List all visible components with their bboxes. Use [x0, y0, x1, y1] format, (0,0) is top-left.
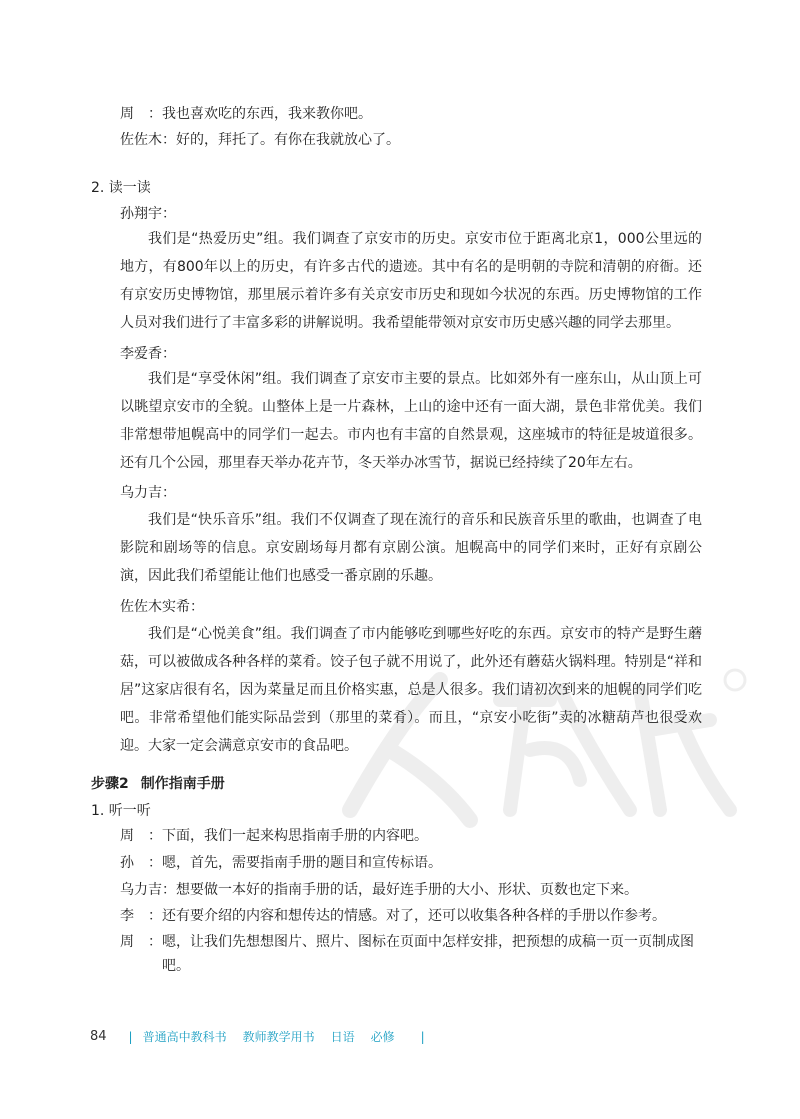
step-heading: [91, 773, 225, 795]
page-number: 84: [90, 1029, 107, 1044]
dialog-line: [120, 878, 700, 902]
divider: |: [128, 1030, 133, 1044]
speaker: 佐佐木：: [120, 132, 176, 148]
dialog-line: [120, 128, 700, 152]
dialog-line: [120, 102, 700, 126]
dialog-line: [120, 904, 700, 928]
section-heading: 2. 读一读: [91, 180, 151, 196]
footer-link[interactable]: 教师教学用书: [242, 1030, 315, 1044]
speaker: 周 ：: [120, 934, 162, 950]
dialog-text: 我也喜欢吃的东西，我来教你吧。: [162, 106, 372, 122]
speaker-name: 孙翔宇：: [120, 206, 176, 222]
step-label: 步骤2: [91, 776, 129, 792]
page-footer: [90, 1028, 435, 1046]
dialog-line: [120, 851, 700, 875]
speaker: 周 ：: [120, 106, 162, 122]
paragraph: 我们是“快乐音乐”组。我们不仅调查了现在流行的音乐和民族音乐里的歌曲，也调查了电影院和剧场等的信息。京安剧场每月都有京剧公演。旭幌高中的同学们来时，正好有京剧公演，因此我们希望能让他们也感受一番京剧的乐趣。: [120, 512, 702, 584]
footer-link[interactable]: 必修: [370, 1030, 395, 1044]
dialog-text: 好的，拜托了。有你在我就放心了。: [176, 132, 400, 148]
dialog-line: [120, 824, 700, 848]
sub-heading: 1. 听一听: [91, 803, 151, 819]
paragraph: 我们是“热爱历史”组。我们调查了京安市的历史。京安市位于距离北京1，000公里远的地方，有800年以上的历史，有许多古代的遗迹。其中有名的是明朝的寺院和清朝的府衙。还有京安历史博物馆，那里展示着许多有关京安市历史和现如今状况的东西。历史博物馆的工作人员对我们进行了丰富多彩的讲解说明。我希望能带领对京安市历史感兴趣的同学去那里。: [120, 231, 702, 331]
dialog-text: 嗯，首先，需要指南手册的题目和宣传标语。: [162, 855, 442, 871]
step-title: 制作指南手册: [140, 776, 225, 792]
dialog-line: [120, 930, 700, 978]
speaker: 周 ：: [120, 828, 162, 844]
dialog-text: 嗯，让我们先想想图片、照片、图标在页面中怎样安排，把预想的成稿一页一页制成图吧。: [162, 934, 694, 974]
dialog-text: 还有要介绍的内容和想传达的情感。对了，还可以收集各种各样的手册以作参考。: [162, 908, 666, 924]
speaker-name: 乌力吉：: [120, 485, 176, 501]
dialog-text: 想要做一本好的指南手册的话，最好连手册的大小、形状、页数也定下来。: [176, 882, 638, 898]
footer-link[interactable]: 普通高中教科书: [142, 1030, 227, 1044]
speaker: 乌力吉：: [120, 882, 176, 898]
dialog-text: 下面，我们一起来构思指南手册的内容吧。: [162, 828, 428, 844]
divider: |: [420, 1030, 425, 1044]
speaker: 孙 ：: [120, 855, 162, 871]
speaker-name: 李爱香：: [120, 346, 176, 362]
paragraph: 我们是“心悦美食”组。我们调查了市内能够吃到哪些好吃的东西。京安市的特产是野生蘑菇，可以被做成各种各样的菜肴。饺子包子就不用说了，此外还有蘑菇火锅料理。特别是“祥和居”这家店很有名，因为菜量足而且价格实惠，总是人很多。我们请初次到来的旭幌的同学们吃吧。非常希望他们能实际品尝到（那里的菜肴）。而且，“京安小吃街”卖的冰糖葫芦也很受欢迎。大家一定会满意京安市的食品吧。: [120, 626, 702, 754]
speaker: 李 ：: [120, 908, 162, 924]
footer-link[interactable]: 日语: [330, 1030, 355, 1044]
paragraph: 我们是“享受休闲”组。我们调查了京安市主要的景点。比如郊外有一座东山，从山顶上可以眺望京安市的全貌。山整体上是一片森林，上山的途中还有一面大湖，景色非常优美。我们非常想带旭幌高中的同学们一起去。市内也有丰富的自然景观，这座城市的特征是坡道很多。还有几个公园，那里春天举办花卉节，冬天举办冰雪节，据说已经持续了20年左右。: [120, 371, 702, 471]
speaker-name: 佐佐木实希：: [120, 599, 204, 615]
